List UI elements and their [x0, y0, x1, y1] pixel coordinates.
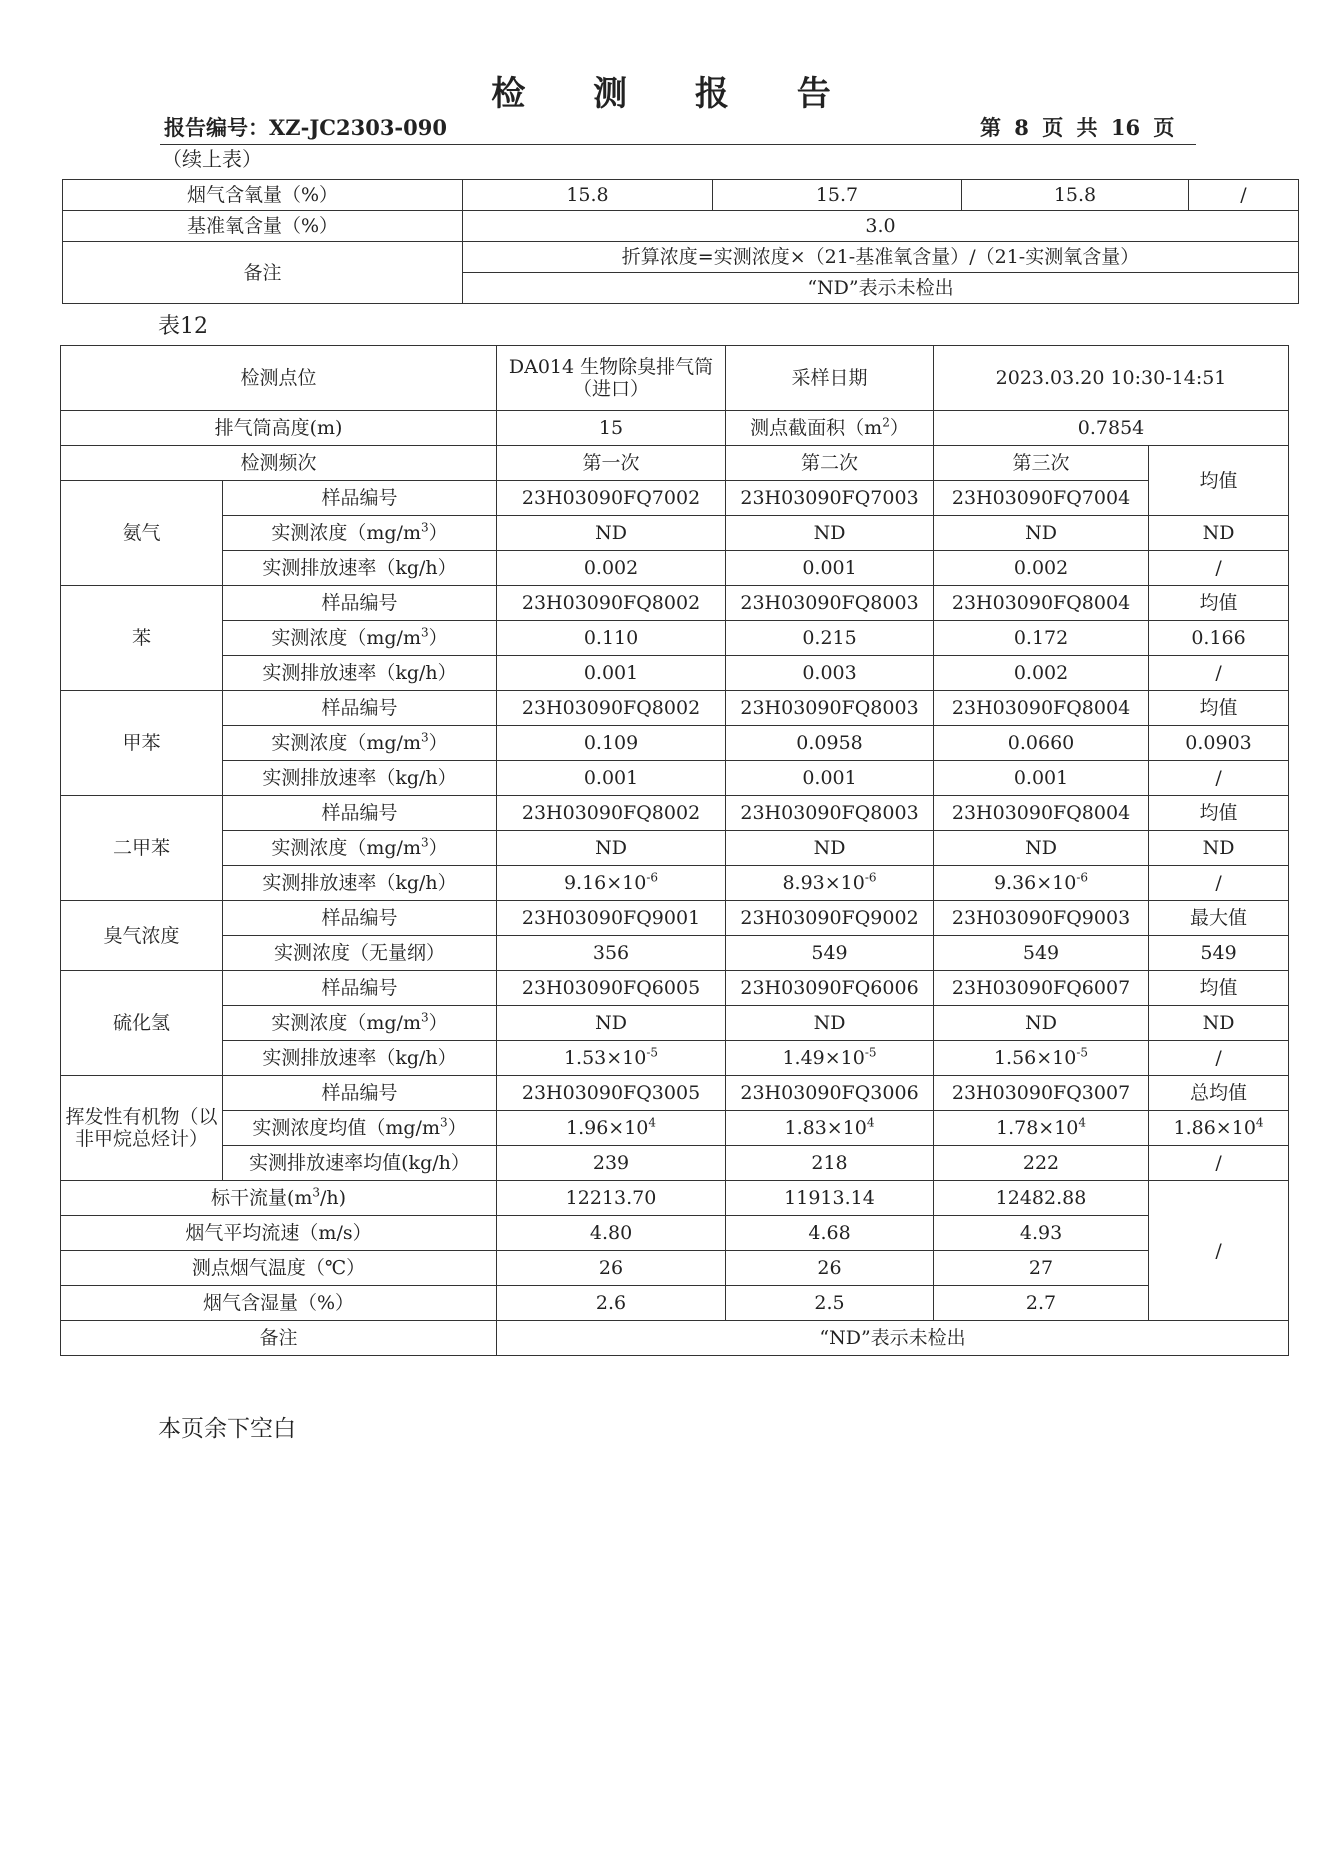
freq-cell: 第一次 — [497, 446, 726, 481]
summary-cell: / — [1149, 1146, 1289, 1181]
value-cell: 23H03090FQ9003 — [934, 901, 1149, 936]
value-cell: 0.001 — [726, 761, 934, 796]
row-label: 实测排放速率（kg/h） — [223, 1041, 497, 1076]
row-label: 实测排放速率均值(kg/h） — [223, 1146, 497, 1181]
oxygen-value: 15.8 — [962, 180, 1189, 211]
value-cell: 23H03090FQ8004 — [934, 691, 1149, 726]
table-row — [61, 656, 1289, 691]
table-row — [61, 1321, 1289, 1356]
table-row — [61, 1181, 1289, 1216]
table-row — [61, 761, 1289, 796]
value-cell: 23H03090FQ6006 — [726, 971, 934, 1006]
value-cell: 549 — [934, 936, 1149, 971]
value-cell: 23H03090FQ9001 — [497, 901, 726, 936]
summary-cell: 0.166 — [1149, 621, 1289, 656]
freq-cell: 第三次 — [934, 446, 1149, 481]
summary-cell: 0.0903 — [1149, 726, 1289, 761]
table-row — [61, 796, 1289, 831]
point-label: 检测点位 — [61, 346, 497, 411]
point-value: DA014 生物除臭排气筒（进口） — [497, 346, 726, 411]
area-value: 0.7854 — [934, 411, 1289, 446]
summary-cell: / — [1149, 866, 1289, 901]
value-cell: 2.5 — [726, 1286, 934, 1321]
value-cell: 12213.70 — [497, 1181, 726, 1216]
table-row — [63, 211, 1299, 242]
value-cell: 218 — [726, 1146, 934, 1181]
header-rule — [160, 144, 1196, 145]
oxygen-value: / — [1189, 180, 1299, 211]
value-cell: 23H03090FQ3006 — [726, 1076, 934, 1111]
value-cell: 23H03090FQ7002 — [497, 481, 726, 516]
table-row — [61, 726, 1289, 761]
table-row — [61, 516, 1289, 551]
value-cell: 23H03090FQ8002 — [497, 586, 726, 621]
value-cell: 0.109 — [497, 726, 726, 761]
value-cell: 0.002 — [497, 551, 726, 586]
summary-cell: ND — [1149, 831, 1289, 866]
summary-cell: $1.86\times 10^4$ — [1149, 1111, 1289, 1146]
value-cell: 23H03090FQ7003 — [726, 481, 934, 516]
oxygen-value: 15.7 — [713, 180, 962, 211]
value-cell: 27 — [934, 1251, 1149, 1286]
value-cell: 23H03090FQ6005 — [497, 971, 726, 1006]
remark-label: 备注 — [61, 1321, 497, 1356]
value-cell: 0.001 — [497, 761, 726, 796]
height-value: 15 — [497, 411, 726, 446]
ref-oxygen-label: 基准氧含量（%） — [63, 211, 463, 242]
value-cell: 11913.14 — [726, 1181, 934, 1216]
height-label: 排气筒高度(m) — [61, 411, 497, 446]
pollutant-name: 挥发性有机物（以非甲烷总烃计） — [61, 1076, 223, 1181]
value-cell: 23H03090FQ8003 — [726, 796, 934, 831]
value-cell: 23H03090FQ7004 — [934, 481, 1149, 516]
value-cell: ND — [497, 516, 726, 551]
pollutant-name: 苯 — [61, 586, 223, 691]
summary-cell: / — [1149, 1181, 1289, 1321]
value-cell: 23H03090FQ3005 — [497, 1076, 726, 1111]
table-row — [63, 242, 1299, 273]
value-cell: 4.93 — [934, 1216, 1149, 1251]
pollutant-name: 硫化氢 — [61, 971, 223, 1076]
row-label: 样品编号 — [223, 481, 497, 516]
oxygen-value: 15.8 — [463, 180, 713, 211]
table-row — [61, 481, 1289, 516]
value-cell: $9.36\times 10^{-6}$ — [934, 866, 1149, 901]
value-cell: 23H03090FQ8002 — [497, 691, 726, 726]
value-cell: $1.53\times 10^{-5}$ — [497, 1041, 726, 1076]
value-cell: 12482.88 — [934, 1181, 1149, 1216]
table-12-label: 表12 — [158, 314, 208, 339]
value-cell: 0.001 — [726, 551, 934, 586]
summary-cell: 549 — [1149, 936, 1289, 971]
table-11-continued — [62, 179, 1299, 304]
row-label: 实测排放速率（kg/h） — [223, 761, 497, 796]
summary-cell: / — [1149, 1041, 1289, 1076]
value-cell: 23H03090FQ9002 — [726, 901, 934, 936]
value-cell: ND — [934, 516, 1149, 551]
value-cell: ND — [497, 1006, 726, 1041]
row-label: 实测排放速率（kg/h） — [223, 866, 497, 901]
summary-cell: / — [1149, 761, 1289, 796]
value-cell: 2.6 — [497, 1286, 726, 1321]
remark-formula: 折算浓度=实测浓度×（21-基准氧含量）/（21-实测氧含量） — [463, 242, 1299, 273]
remark-value: “ND”表示未检出 — [497, 1321, 1289, 1356]
value-cell: ND — [934, 1006, 1149, 1041]
value-cell: $8.93\times 10^{-6}$ — [726, 866, 934, 901]
row-label: 实测浓度$(mg/m^3)$ — [223, 621, 497, 656]
param-label: 测点烟气温度（℃） — [61, 1251, 497, 1286]
value-cell: ND — [726, 831, 934, 866]
pollutant-name: 甲苯 — [61, 691, 223, 796]
value-cell: $1.83\times 10^4$ — [726, 1111, 934, 1146]
value-cell: $1.56\times 10^{-5}$ — [934, 1041, 1149, 1076]
table-12 — [60, 345, 1289, 1356]
row-label: 样品编号 — [223, 691, 497, 726]
summary-cell: ND — [1149, 1006, 1289, 1041]
row-label: 样品编号 — [223, 901, 497, 936]
value-cell: 0.001 — [934, 761, 1149, 796]
value-cell: 0.001 — [497, 656, 726, 691]
row-label: 样品编号 — [223, 1076, 497, 1111]
table-row — [61, 1146, 1289, 1181]
table-row — [61, 446, 1289, 481]
row-label: 实测浓度$(mg/m^3)$ — [223, 726, 497, 761]
table-row — [61, 551, 1289, 586]
area-label: 测点截面积$(m^2)$ — [726, 411, 934, 446]
remark-label: 备注 — [63, 242, 463, 304]
value-cell: 222 — [934, 1146, 1149, 1181]
param-label: 烟气平均流速（m/s） — [61, 1216, 497, 1251]
value-cell: 0.003 — [726, 656, 934, 691]
page-indicator: 第 8 页 共 16 页 — [980, 115, 1175, 140]
table-row — [61, 691, 1289, 726]
value-cell: 23H03090FQ6007 — [934, 971, 1149, 1006]
table-row — [63, 180, 1299, 211]
pollutant-name: 二甲苯 — [61, 796, 223, 901]
value-cell: 23H03090FQ8004 — [934, 796, 1149, 831]
row-label: 实测浓度（无量纲） — [223, 936, 497, 971]
value-cell: 0.215 — [726, 621, 934, 656]
value-cell: $1.49\times 10^{-5}$ — [726, 1041, 934, 1076]
value-cell: ND — [934, 831, 1149, 866]
table-row — [61, 901, 1289, 936]
value-cell: 0.110 — [497, 621, 726, 656]
pollutant-name: 臭气浓度 — [61, 901, 223, 971]
table-row — [61, 1041, 1289, 1076]
row-label: 实测浓度$(mg/m^3)$ — [223, 831, 497, 866]
row-label: 实测排放速率（kg/h） — [223, 656, 497, 691]
summary-cell: / — [1149, 656, 1289, 691]
value-cell: 0.0958 — [726, 726, 934, 761]
row-label: 实测排放速率（kg/h） — [223, 551, 497, 586]
summary-cell: / — [1149, 551, 1289, 586]
value-cell: 4.80 — [497, 1216, 726, 1251]
value-cell: 0.002 — [934, 656, 1149, 691]
value-cell: 0.0660 — [934, 726, 1149, 761]
table-row — [61, 1216, 1289, 1251]
summary-cell: 均值 — [1149, 691, 1289, 726]
table-row — [61, 971, 1289, 1006]
value-cell: 23H03090FQ8002 — [497, 796, 726, 831]
value-cell: 23H03090FQ8004 — [934, 586, 1149, 621]
value-cell: 0.172 — [934, 621, 1149, 656]
value-cell: $9.16\times 10^{-6}$ — [497, 866, 726, 901]
value-cell: 23H03090FQ3007 — [934, 1076, 1149, 1111]
value-cell: 26 — [726, 1251, 934, 1286]
value-cell: ND — [726, 516, 934, 551]
value-cell: 2.7 — [934, 1286, 1149, 1321]
summary-cell: 最大值 — [1149, 901, 1289, 936]
table-row — [61, 411, 1289, 446]
summary-cell: ND — [1149, 516, 1289, 551]
summary-cell: 均值 — [1149, 796, 1289, 831]
value-cell: 239 — [497, 1146, 726, 1181]
value-cell: $1.78\times 10^4$ — [934, 1111, 1149, 1146]
value-cell: ND — [497, 831, 726, 866]
value-cell: $1.96\times 10^4$ — [497, 1111, 726, 1146]
table-row — [61, 866, 1289, 901]
row-label: 实测浓度$(mg/m^3)$ — [223, 1006, 497, 1041]
row-label: 实测浓度$(mg/m^3)$ — [223, 516, 497, 551]
freq-cell: 第二次 — [726, 446, 934, 481]
value-cell: 23H03090FQ8003 — [726, 691, 934, 726]
date-label: 采样日期 — [726, 346, 934, 411]
table-row — [61, 346, 1289, 411]
param-label: 烟气含湿量（%） — [61, 1286, 497, 1321]
row-label: 实测浓度均值$(mg/m^3)$ — [223, 1111, 497, 1146]
page-end-note: 本页余下空白 — [158, 1416, 296, 1442]
summary-cell: 总均值 — [1149, 1076, 1289, 1111]
page-title: 检 测 报 告 — [491, 74, 859, 114]
remark-nd: “ND”表示未检出 — [463, 273, 1299, 304]
continued-note: （续上表） — [162, 147, 262, 171]
param-label: 标干流量$(m^3/h)$ — [61, 1181, 497, 1216]
summary-cell: 均值 — [1149, 971, 1289, 1006]
value-cell: ND — [726, 1006, 934, 1041]
oxygen-label: 烟气含氧量（%） — [63, 180, 463, 211]
value-cell: 23H03090FQ8003 — [726, 586, 934, 621]
value-cell: 26 — [497, 1251, 726, 1286]
table-row — [61, 1111, 1289, 1146]
report-number: 报告编号：XZ-JC2303-090 — [164, 115, 447, 140]
row-label: 样品编号 — [223, 971, 497, 1006]
summary-cell: 均值 — [1149, 586, 1289, 621]
value-cell: 356 — [497, 936, 726, 971]
table-row — [61, 936, 1289, 971]
summary-cell: 均值 — [1149, 446, 1289, 516]
date-value: 2023.03.20 10:30-14:51 — [934, 346, 1289, 411]
ref-oxygen-value: 3.0 — [463, 211, 1299, 242]
freq-label: 检测频次 — [61, 446, 497, 481]
value-cell: 4.68 — [726, 1216, 934, 1251]
value-cell: 549 — [726, 936, 934, 971]
pollutant-name: 氨气 — [61, 481, 223, 586]
table-row — [61, 1251, 1289, 1286]
table-row — [61, 586, 1289, 621]
table-row — [61, 1006, 1289, 1041]
table-row — [61, 831, 1289, 866]
table-row — [61, 621, 1289, 656]
table-row — [61, 1286, 1289, 1321]
row-label: 样品编号 — [223, 796, 497, 831]
value-cell: 0.002 — [934, 551, 1149, 586]
table-row — [61, 1076, 1289, 1111]
row-label: 样品编号 — [223, 586, 497, 621]
